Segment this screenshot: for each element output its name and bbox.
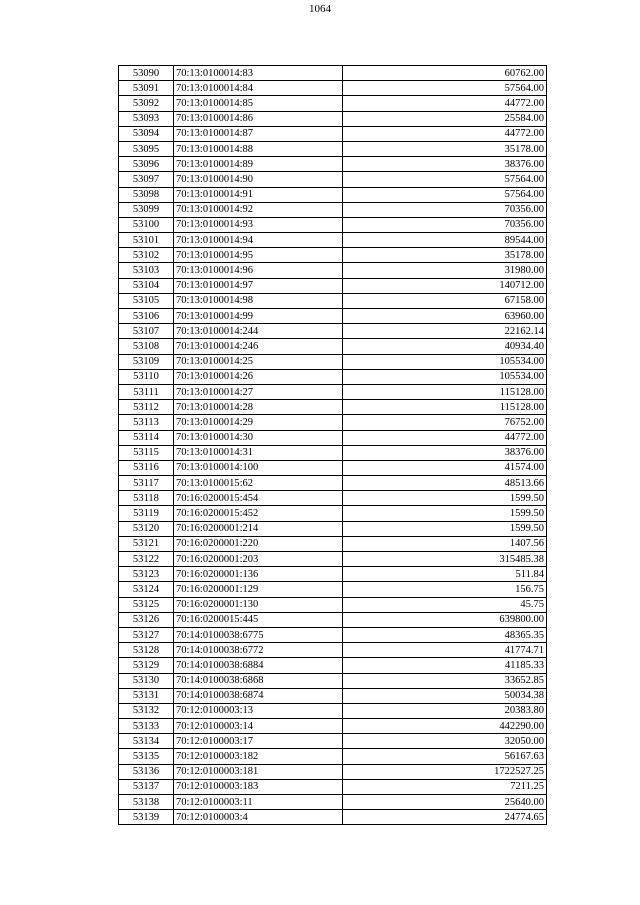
cadastral-number-cell: 70:13:0100014:30 (174, 430, 343, 445)
table-row (119, 658, 547, 673)
table-row (119, 597, 547, 612)
cadastral-number-cell: 70:16:0200015:452 (174, 506, 343, 521)
cadastral-number-cell: 70:13:0100014:31 (174, 445, 343, 460)
cadastral-number-cell: 70:13:0100014:26 (174, 369, 343, 384)
value-cell: 48513.66 (343, 476, 547, 491)
table-row (119, 552, 547, 567)
table-row (119, 202, 547, 217)
row-number-cell: 53099 (119, 202, 174, 217)
row-number-cell: 53104 (119, 278, 174, 293)
value-cell: 76752.00 (343, 415, 547, 430)
row-number-cell: 53108 (119, 339, 174, 354)
cadastral-number-cell: 70:16:0200001:130 (174, 597, 343, 612)
row-number-cell: 53126 (119, 612, 174, 627)
table-row (119, 217, 547, 232)
table-row (119, 354, 547, 369)
cadastral-number-cell: 70:12:0100003:4 (174, 810, 343, 825)
row-number-cell: 53118 (119, 491, 174, 506)
table-row (119, 96, 547, 111)
table-row (119, 764, 547, 779)
cadastral-number-cell: 70:14:0100038:6775 (174, 627, 343, 642)
row-number-cell: 53101 (119, 233, 174, 248)
cadastral-number-cell: 70:14:0100038:6868 (174, 673, 343, 688)
table-row (119, 81, 547, 96)
row-number-cell: 53127 (119, 627, 174, 642)
row-number-cell: 53130 (119, 673, 174, 688)
value-cell: 25584.00 (343, 111, 547, 126)
value-cell: 70356.00 (343, 202, 547, 217)
value-cell: 156.75 (343, 582, 547, 597)
row-number-cell: 53135 (119, 749, 174, 764)
cadastral-number-cell: 70:13:0100014:95 (174, 248, 343, 263)
cadastral-number-cell: 70:13:0100014:93 (174, 217, 343, 232)
row-number-cell: 53092 (119, 96, 174, 111)
table-row (119, 309, 547, 324)
value-cell: 315485.38 (343, 552, 547, 567)
table-row (119, 172, 547, 187)
value-cell: 442290.00 (343, 719, 547, 734)
value-cell: 22162.14 (343, 324, 547, 339)
value-cell: 1599.50 (343, 491, 547, 506)
value-cell: 44772.00 (343, 430, 547, 445)
table-row (119, 293, 547, 308)
cadastral-number-cell: 70:13:0100014:28 (174, 400, 343, 415)
cadastral-number-cell: 70:16:0200001:129 (174, 582, 343, 597)
row-number-cell: 53139 (119, 810, 174, 825)
row-number-cell: 53107 (119, 324, 174, 339)
row-number-cell: 53097 (119, 172, 174, 187)
row-number-cell: 53138 (119, 795, 174, 810)
value-cell: 24774.65 (343, 810, 547, 825)
cadastral-number-cell: 70:14:0100038:6884 (174, 658, 343, 673)
row-number-cell: 53116 (119, 460, 174, 475)
cadastral-value-table (118, 65, 547, 825)
table-row (119, 612, 547, 627)
value-cell: 41185.33 (343, 658, 547, 673)
table-row (119, 688, 547, 703)
page-number: 1064 (309, 3, 331, 15)
table-row (119, 643, 547, 658)
row-number-cell: 53115 (119, 445, 174, 460)
row-number-cell: 53093 (119, 111, 174, 126)
cadastral-number-cell: 70:12:0100003:14 (174, 719, 343, 734)
table-row (119, 233, 547, 248)
cadastral-number-cell: 70:13:0100014:98 (174, 293, 343, 308)
cadastral-number-cell: 70:13:0100014:91 (174, 187, 343, 202)
value-cell: 48365.35 (343, 627, 547, 642)
row-number-cell: 53096 (119, 157, 174, 172)
value-cell: 7211.25 (343, 779, 547, 794)
table-row (119, 627, 547, 642)
row-number-cell: 53100 (119, 217, 174, 232)
cadastral-number-cell: 70:14:0100038:6772 (174, 643, 343, 658)
table-row (119, 810, 547, 825)
cadastral-number-cell: 70:14:0100038:6874 (174, 688, 343, 703)
table-row (119, 324, 547, 339)
value-cell: 32050.00 (343, 734, 547, 749)
cadastral-number-cell: 70:13:0100014:27 (174, 384, 343, 399)
cadastral-number-cell: 70:12:0100003:17 (174, 734, 343, 749)
row-number-cell: 53111 (119, 384, 174, 399)
table-row (119, 582, 547, 597)
value-cell: 25640.00 (343, 795, 547, 810)
row-number-cell: 53129 (119, 658, 174, 673)
row-number-cell: 53105 (119, 293, 174, 308)
table-row (119, 278, 547, 293)
value-cell: 41574.00 (343, 460, 547, 475)
row-number-cell: 53121 (119, 536, 174, 551)
row-number-cell: 53137 (119, 779, 174, 794)
cadastral-number-cell: 70:16:0200001:203 (174, 552, 343, 567)
cadastral-number-cell: 70:13:0100014:92 (174, 202, 343, 217)
table-row (119, 111, 547, 126)
cadastral-number-cell: 70:13:0100014:97 (174, 278, 343, 293)
value-cell: 38376.00 (343, 445, 547, 460)
row-number-cell: 53103 (119, 263, 174, 278)
table-row (119, 263, 547, 278)
cadastral-number-cell: 70:13:0100014:244 (174, 324, 343, 339)
table-row (119, 400, 547, 415)
table-row (119, 521, 547, 536)
table-row (119, 749, 547, 764)
value-cell: 70356.00 (343, 217, 547, 232)
value-cell: 115128.00 (343, 400, 547, 415)
value-cell: 639800.00 (343, 612, 547, 627)
value-cell: 35178.00 (343, 248, 547, 263)
row-number-cell: 53128 (119, 643, 174, 658)
cadastral-number-cell: 70:13:0100014:90 (174, 172, 343, 187)
row-number-cell: 53090 (119, 66, 174, 81)
cadastral-number-cell: 70:16:0200001:220 (174, 536, 343, 551)
row-number-cell: 53136 (119, 764, 174, 779)
row-number-cell: 53125 (119, 597, 174, 612)
value-cell: 45.75 (343, 597, 547, 612)
cadastral-number-cell: 70:16:0200015:445 (174, 612, 343, 627)
row-number-cell: 53122 (119, 552, 174, 567)
value-cell: 57564.00 (343, 172, 547, 187)
value-cell: 60762.00 (343, 66, 547, 81)
value-cell: 115128.00 (343, 384, 547, 399)
cadastral-number-cell: 70:12:0100003:181 (174, 764, 343, 779)
row-number-cell: 53098 (119, 187, 174, 202)
row-number-cell: 53095 (119, 141, 174, 156)
table-row (119, 141, 547, 156)
table-row (119, 248, 547, 263)
table-row (119, 430, 547, 445)
cadastral-number-cell: 70:13:0100014:88 (174, 141, 343, 156)
table-row (119, 703, 547, 718)
row-number-cell: 53109 (119, 354, 174, 369)
table-row (119, 779, 547, 794)
value-cell: 57564.00 (343, 81, 547, 96)
value-cell: 105534.00 (343, 354, 547, 369)
value-cell: 40934.40 (343, 339, 547, 354)
table-row (119, 567, 547, 582)
value-cell: 140712.00 (343, 278, 547, 293)
value-cell: 1599.50 (343, 521, 547, 536)
value-cell: 105534.00 (343, 369, 547, 384)
cadastral-number-cell: 70:12:0100003:183 (174, 779, 343, 794)
row-number-cell: 53119 (119, 506, 174, 521)
row-number-cell: 53120 (119, 521, 174, 536)
value-cell: 63960.00 (343, 309, 547, 324)
cadastral-number-cell: 70:12:0100003:11 (174, 795, 343, 810)
table-row (119, 187, 547, 202)
value-cell: 44772.00 (343, 126, 547, 141)
table-body (119, 66, 547, 825)
cadastral-number-cell: 70:13:0100014:85 (174, 96, 343, 111)
value-cell: 1722527.25 (343, 764, 547, 779)
table-row (119, 536, 547, 551)
table-row (119, 734, 547, 749)
table-row (119, 339, 547, 354)
table-row (119, 476, 547, 491)
value-cell: 67158.00 (343, 293, 547, 308)
cadastral-number-cell: 70:13:0100014:89 (174, 157, 343, 172)
table-row (119, 719, 547, 734)
value-cell: 56167.63 (343, 749, 547, 764)
cadastral-number-cell: 70:13:0100014:100 (174, 460, 343, 475)
cadastral-number-cell: 70:16:0200015:454 (174, 491, 343, 506)
value-cell: 1407.56 (343, 536, 547, 551)
value-cell: 20383.80 (343, 703, 547, 718)
value-cell: 44772.00 (343, 96, 547, 111)
table-row (119, 66, 547, 81)
table-row (119, 795, 547, 810)
cadastral-number-cell: 70:13:0100014:94 (174, 233, 343, 248)
table-row (119, 673, 547, 688)
cadastral-number-cell: 70:13:0100015:62 (174, 476, 343, 491)
cadastral-number-cell: 70:12:0100003:13 (174, 703, 343, 718)
row-number-cell: 53094 (119, 126, 174, 141)
cadastral-number-cell: 70:13:0100014:86 (174, 111, 343, 126)
value-cell: 33652.85 (343, 673, 547, 688)
row-number-cell: 53132 (119, 703, 174, 718)
row-number-cell: 53134 (119, 734, 174, 749)
cadastral-number-cell: 70:13:0100014:84 (174, 81, 343, 96)
cadastral-number-cell: 70:13:0100014:25 (174, 354, 343, 369)
table-row (119, 460, 547, 475)
value-cell: 38376.00 (343, 157, 547, 172)
cadastral-number-cell: 70:13:0100014:29 (174, 415, 343, 430)
table-row (119, 445, 547, 460)
table-row (119, 126, 547, 141)
row-number-cell: 53110 (119, 369, 174, 384)
cadastral-number-cell: 70:13:0100014:96 (174, 263, 343, 278)
cadastral-number-cell: 70:16:0200001:136 (174, 567, 343, 582)
value-cell: 511.84 (343, 567, 547, 582)
value-cell: 31980.00 (343, 263, 547, 278)
row-number-cell: 53123 (119, 567, 174, 582)
row-number-cell: 53133 (119, 719, 174, 734)
value-cell: 57564.00 (343, 187, 547, 202)
cadastral-number-cell: 70:13:0100014:246 (174, 339, 343, 354)
value-cell: 50034.38 (343, 688, 547, 703)
row-number-cell: 53117 (119, 476, 174, 491)
table-row (119, 369, 547, 384)
table-row (119, 384, 547, 399)
cadastral-number-cell: 70:13:0100014:99 (174, 309, 343, 324)
row-number-cell: 53124 (119, 582, 174, 597)
cadastral-number-cell: 70:13:0100014:87 (174, 126, 343, 141)
value-cell: 1599.50 (343, 506, 547, 521)
table-row (119, 415, 547, 430)
value-cell: 89544.00 (343, 233, 547, 248)
row-number-cell: 53112 (119, 400, 174, 415)
row-number-cell: 53106 (119, 309, 174, 324)
row-number-cell: 53113 (119, 415, 174, 430)
table-row (119, 506, 547, 521)
row-number-cell: 53091 (119, 81, 174, 96)
cadastral-number-cell: 70:16:0200001:214 (174, 521, 343, 536)
row-number-cell: 53114 (119, 430, 174, 445)
cadastral-number-cell: 70:13:0100014:83 (174, 66, 343, 81)
table-row (119, 157, 547, 172)
row-number-cell: 53102 (119, 248, 174, 263)
value-cell: 41774.71 (343, 643, 547, 658)
row-number-cell: 53131 (119, 688, 174, 703)
value-cell: 35178.00 (343, 141, 547, 156)
table-row (119, 491, 547, 506)
cadastral-number-cell: 70:12:0100003:182 (174, 749, 343, 764)
